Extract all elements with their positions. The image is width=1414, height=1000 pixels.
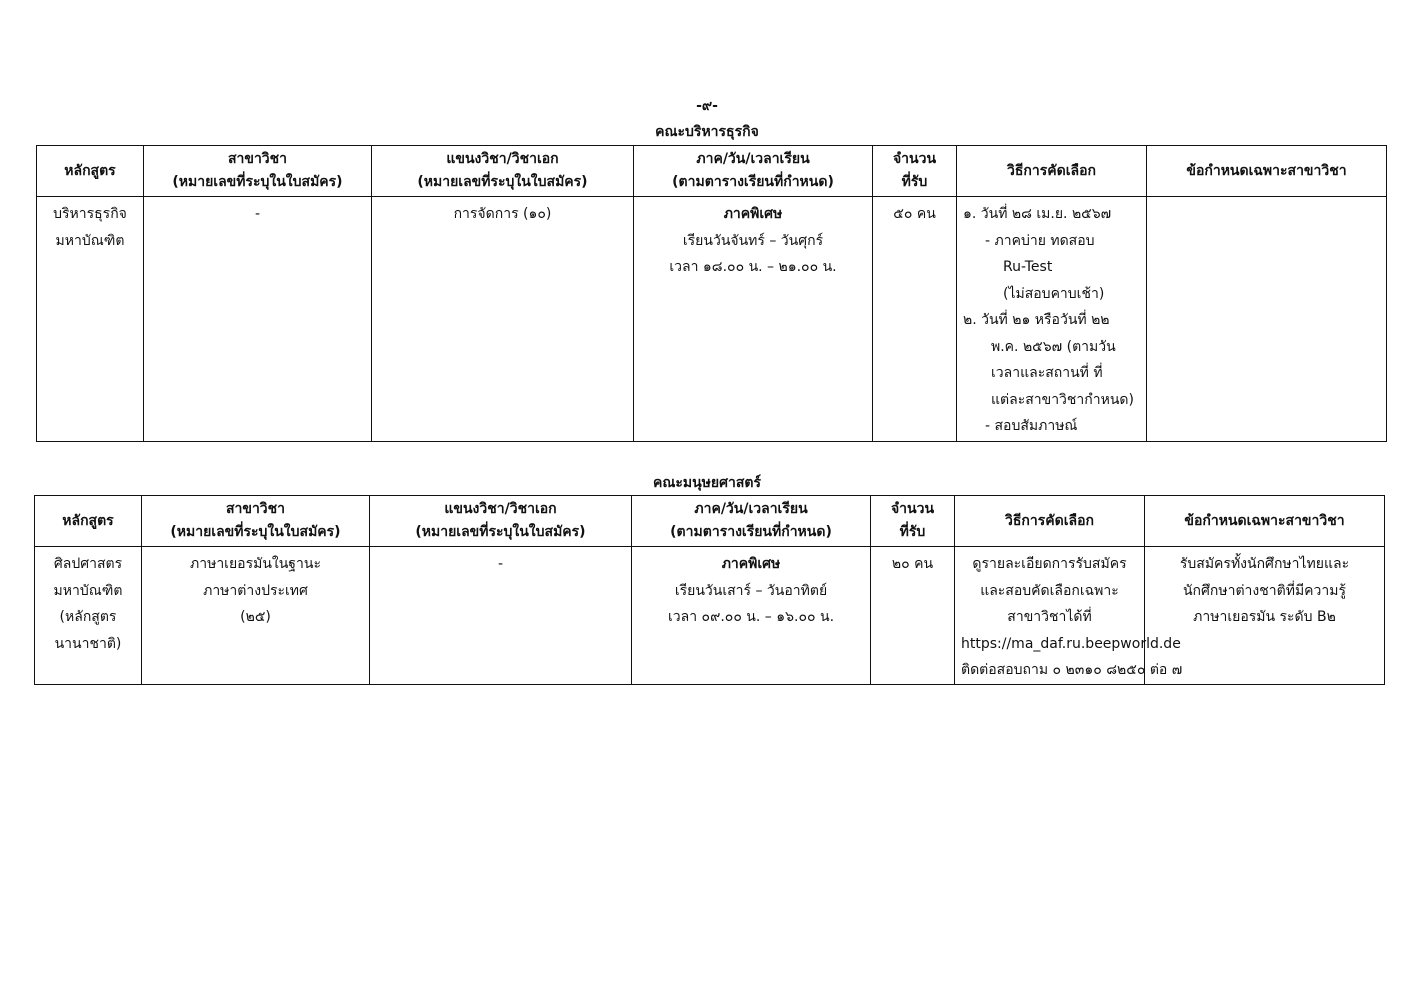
track-cell: การจัดการ (๑๐): [372, 197, 634, 442]
schedule-cell: ภาคพิเศษ เรียนวันจันทร์ – วันศุกร์ เวลา ๑๘.๐๐ น. – ๒๑.๐๐ น.: [634, 197, 873, 442]
faculty-title-business: คณะบริหารธุรกิจ: [655, 124, 759, 140]
program-cell: ศิลปศาสตร มหาบัณฑิต (หลักสูตร นานาชาติ): [35, 547, 142, 685]
schedule-cell: ภาคพิเศษ เรียนวันเสาร์ – วันอาทิตย์ เวลา ๐๙.๐๐ น. – ๑๖.๐๐ น.: [632, 547, 871, 685]
track-cell: -: [370, 547, 632, 685]
header-schedule: ภาค/วัน/เวลาเรียน (ตามตารางเรียนที่กำหนด): [632, 496, 871, 547]
selection-cell: ดูรายละเอียดการรับสมัคร และสอบคัดเลือกเฉพาะ สาขาวิชาได้ที่ https://ma_daf.ru.beepworld.de ติดต่อสอบถาม ๐ ๒๓๑๐ ๘๒๕๐ ต่อ ๗: [955, 547, 1145, 685]
quota-cell: ๒๐ คน: [871, 547, 955, 685]
major-cell: ภาษาเยอรมันในฐานะ ภาษาต่างประเทศ (๒๕): [142, 547, 370, 685]
requirements-cell: รับสมัครทั้งนักศึกษาไทยและ นักศึกษาต่างชาติที่มีความรู้ ภาษาเยอรมัน ระดับ B๒: [1145, 547, 1385, 685]
header-program: หลักสูตร: [37, 146, 144, 197]
major-cell: -: [144, 197, 372, 442]
header-major: สาขาวิชา (หมายเลขที่ระบุในใบสมัคร): [142, 496, 370, 547]
selection-cell: ๑. วันที่ ๒๘ เม.ย. ๒๕๖๗ - ภาคบ่าย ทดสอบ Ru-Test (ไม่สอบคาบเช้า) ๒. วันที่ ๒๑ หรือวันที่ ๒๒ พ.ค. ๒๕๖๗ (ตามวัน เวลาและสถานที่ ที่ แต่ละสาขาวิชากำหนด) - สอบสัมภาษณ์: [957, 197, 1147, 442]
header-schedule: ภาค/วัน/เวลาเรียน (ตามตารางเรียนที่กำหนด): [634, 146, 873, 197]
faculty-title-humanities: คณะมนุษยศาสตร์: [652, 475, 761, 491]
table-row: [37, 197, 1387, 442]
header-requirements: ข้อกำหนดเฉพาะสาขาวิชา: [1145, 496, 1385, 547]
header-program: หลักสูตร: [35, 496, 142, 547]
header-track: แขนงวิชา/วิชาเอก (หมายเลขที่ระบุในใบสมัคร): [370, 496, 632, 547]
quota-cell: ๕๐ คน: [873, 197, 957, 442]
header-major: สาขาวิชา (หมายเลขที่ระบุในใบสมัคร): [144, 146, 372, 197]
header-requirements: ข้อกำหนดเฉพาะสาขาวิชา: [1147, 146, 1387, 197]
table-header-row: [37, 146, 1387, 197]
website-link: https://ma_daf.ru.beepworld.de: [961, 635, 1181, 652]
header-track: แขนงวิชา/วิชาเอก (หมายเลขที่ระบุในใบสมัคร): [372, 146, 634, 197]
table-row: [35, 547, 1385, 685]
contact-phone: ติดต่อสอบถาม ๐ ๒๓๑๐ ๘๒๕๐ ต่อ ๗: [961, 662, 1183, 678]
header-selection: วิธีการคัดเลือก: [955, 496, 1145, 547]
page-number: -๙-: [696, 98, 718, 114]
header-selection: วิธีการคัดเลือก: [957, 146, 1147, 197]
program-cell: บริหารธุรกิจ มหาบัณฑิต: [37, 197, 144, 442]
requirements-cell: [1147, 197, 1387, 442]
humanities-program-table: [34, 495, 1385, 685]
header-quota: จำนวน ที่รับ: [873, 146, 957, 197]
business-program-table: [36, 145, 1387, 442]
header-quota: จำนวน ที่รับ: [871, 496, 955, 547]
table-header-row: [35, 496, 1385, 547]
